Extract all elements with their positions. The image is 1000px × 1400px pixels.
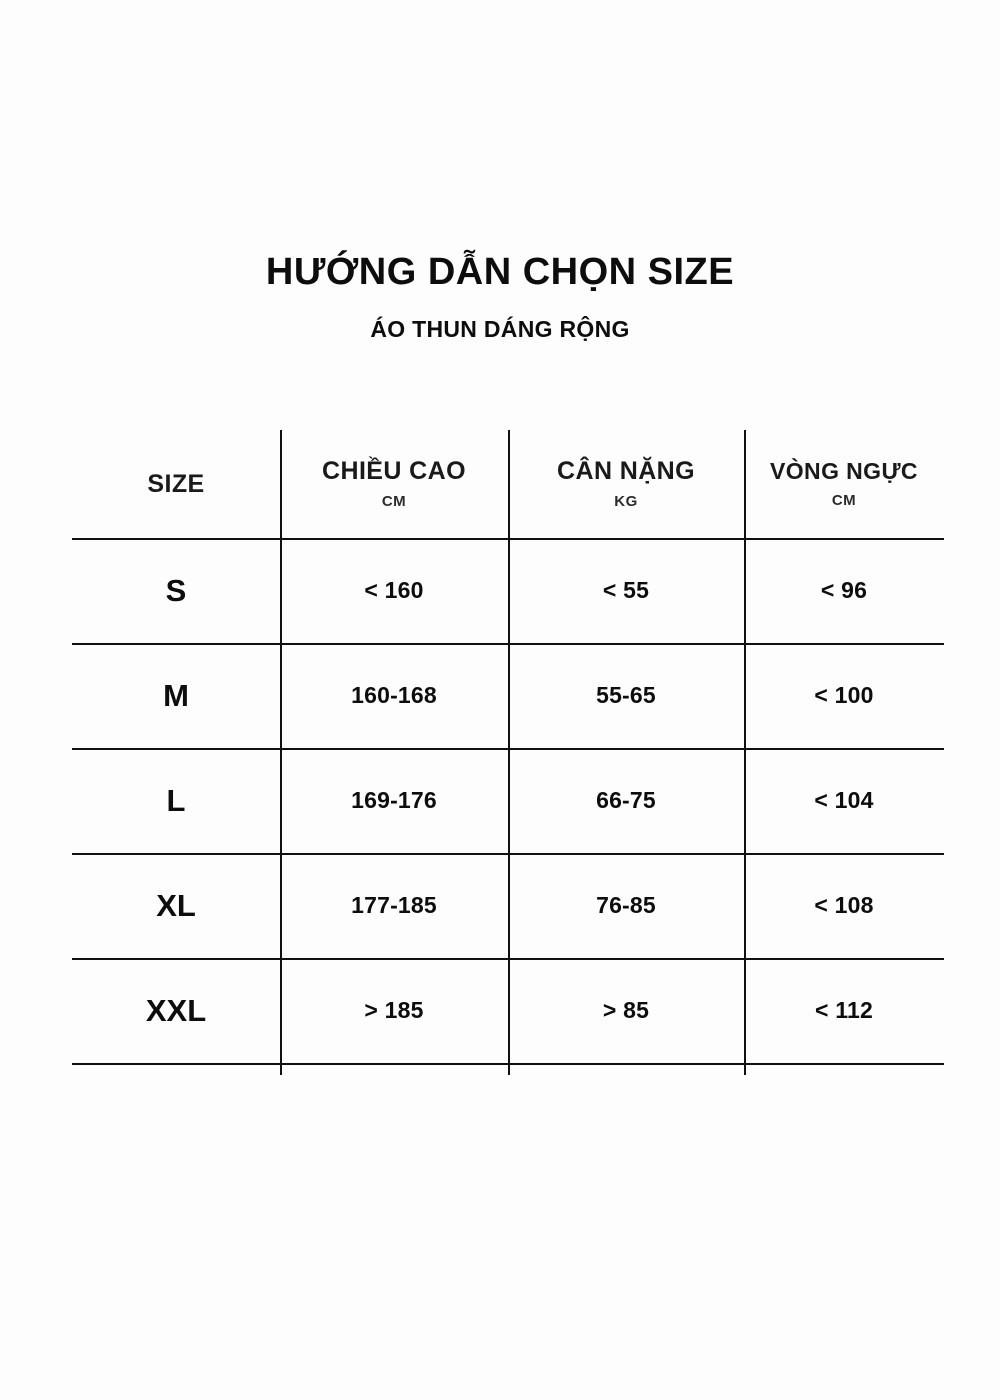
table-row <box>72 853 944 958</box>
cell-chest: < 112 <box>815 997 873 1023</box>
cell-height: 160-168 <box>351 682 437 708</box>
column-header-height <box>280 430 508 538</box>
column-header-weight-label: CÂN NẶNG <box>557 457 695 486</box>
gridline-horizontal <box>72 1063 944 1065</box>
size-table <box>72 430 944 1063</box>
table-row <box>72 958 944 1063</box>
cell-height: 177-185 <box>351 892 437 918</box>
column-header-size-label: SIZE <box>147 469 205 498</box>
column-header-height-unit: CM <box>381 492 407 510</box>
cell-size: M <box>163 677 189 713</box>
cell-size: S <box>165 572 187 608</box>
cell-size: XL <box>156 887 196 923</box>
table-row <box>72 643 944 748</box>
cell-weight: 66-75 <box>596 787 656 813</box>
cell-weight: > 85 <box>602 997 650 1023</box>
cell-height: < 160 <box>364 577 424 603</box>
cell-height: 169-176 <box>351 787 437 813</box>
column-header-height-label: CHIỀU CAO <box>322 457 466 486</box>
column-header-weight <box>508 430 744 538</box>
cell-weight: 76-85 <box>596 892 656 918</box>
column-header-chest <box>744 430 944 538</box>
table-row <box>72 538 944 643</box>
cell-chest: < 96 <box>820 577 868 603</box>
column-header-size <box>72 430 280 538</box>
cell-chest: < 100 <box>814 682 874 708</box>
size-table-container <box>72 430 944 1063</box>
column-header-chest-unit: CM <box>831 492 857 509</box>
cell-weight: < 55 <box>602 577 650 603</box>
column-header-chest-label: VÒNG NGỰC <box>770 458 918 484</box>
cell-chest: < 108 <box>814 892 874 918</box>
table-header-row <box>72 430 944 538</box>
table-row <box>72 748 944 853</box>
cell-height: > 185 <box>364 997 424 1023</box>
cell-size: XXL <box>145 992 207 1028</box>
page-subtitle: ÁO THUN DÁNG RỘNG <box>370 315 630 342</box>
cell-chest: < 104 <box>814 787 874 813</box>
title-block <box>0 0 1000 343</box>
cell-weight: 55-65 <box>596 682 656 708</box>
cell-size: L <box>166 782 186 818</box>
page-title: HƯỚNG DẪN CHỌN SIZE <box>265 251 735 293</box>
column-header-weight-unit: KG <box>614 492 638 510</box>
